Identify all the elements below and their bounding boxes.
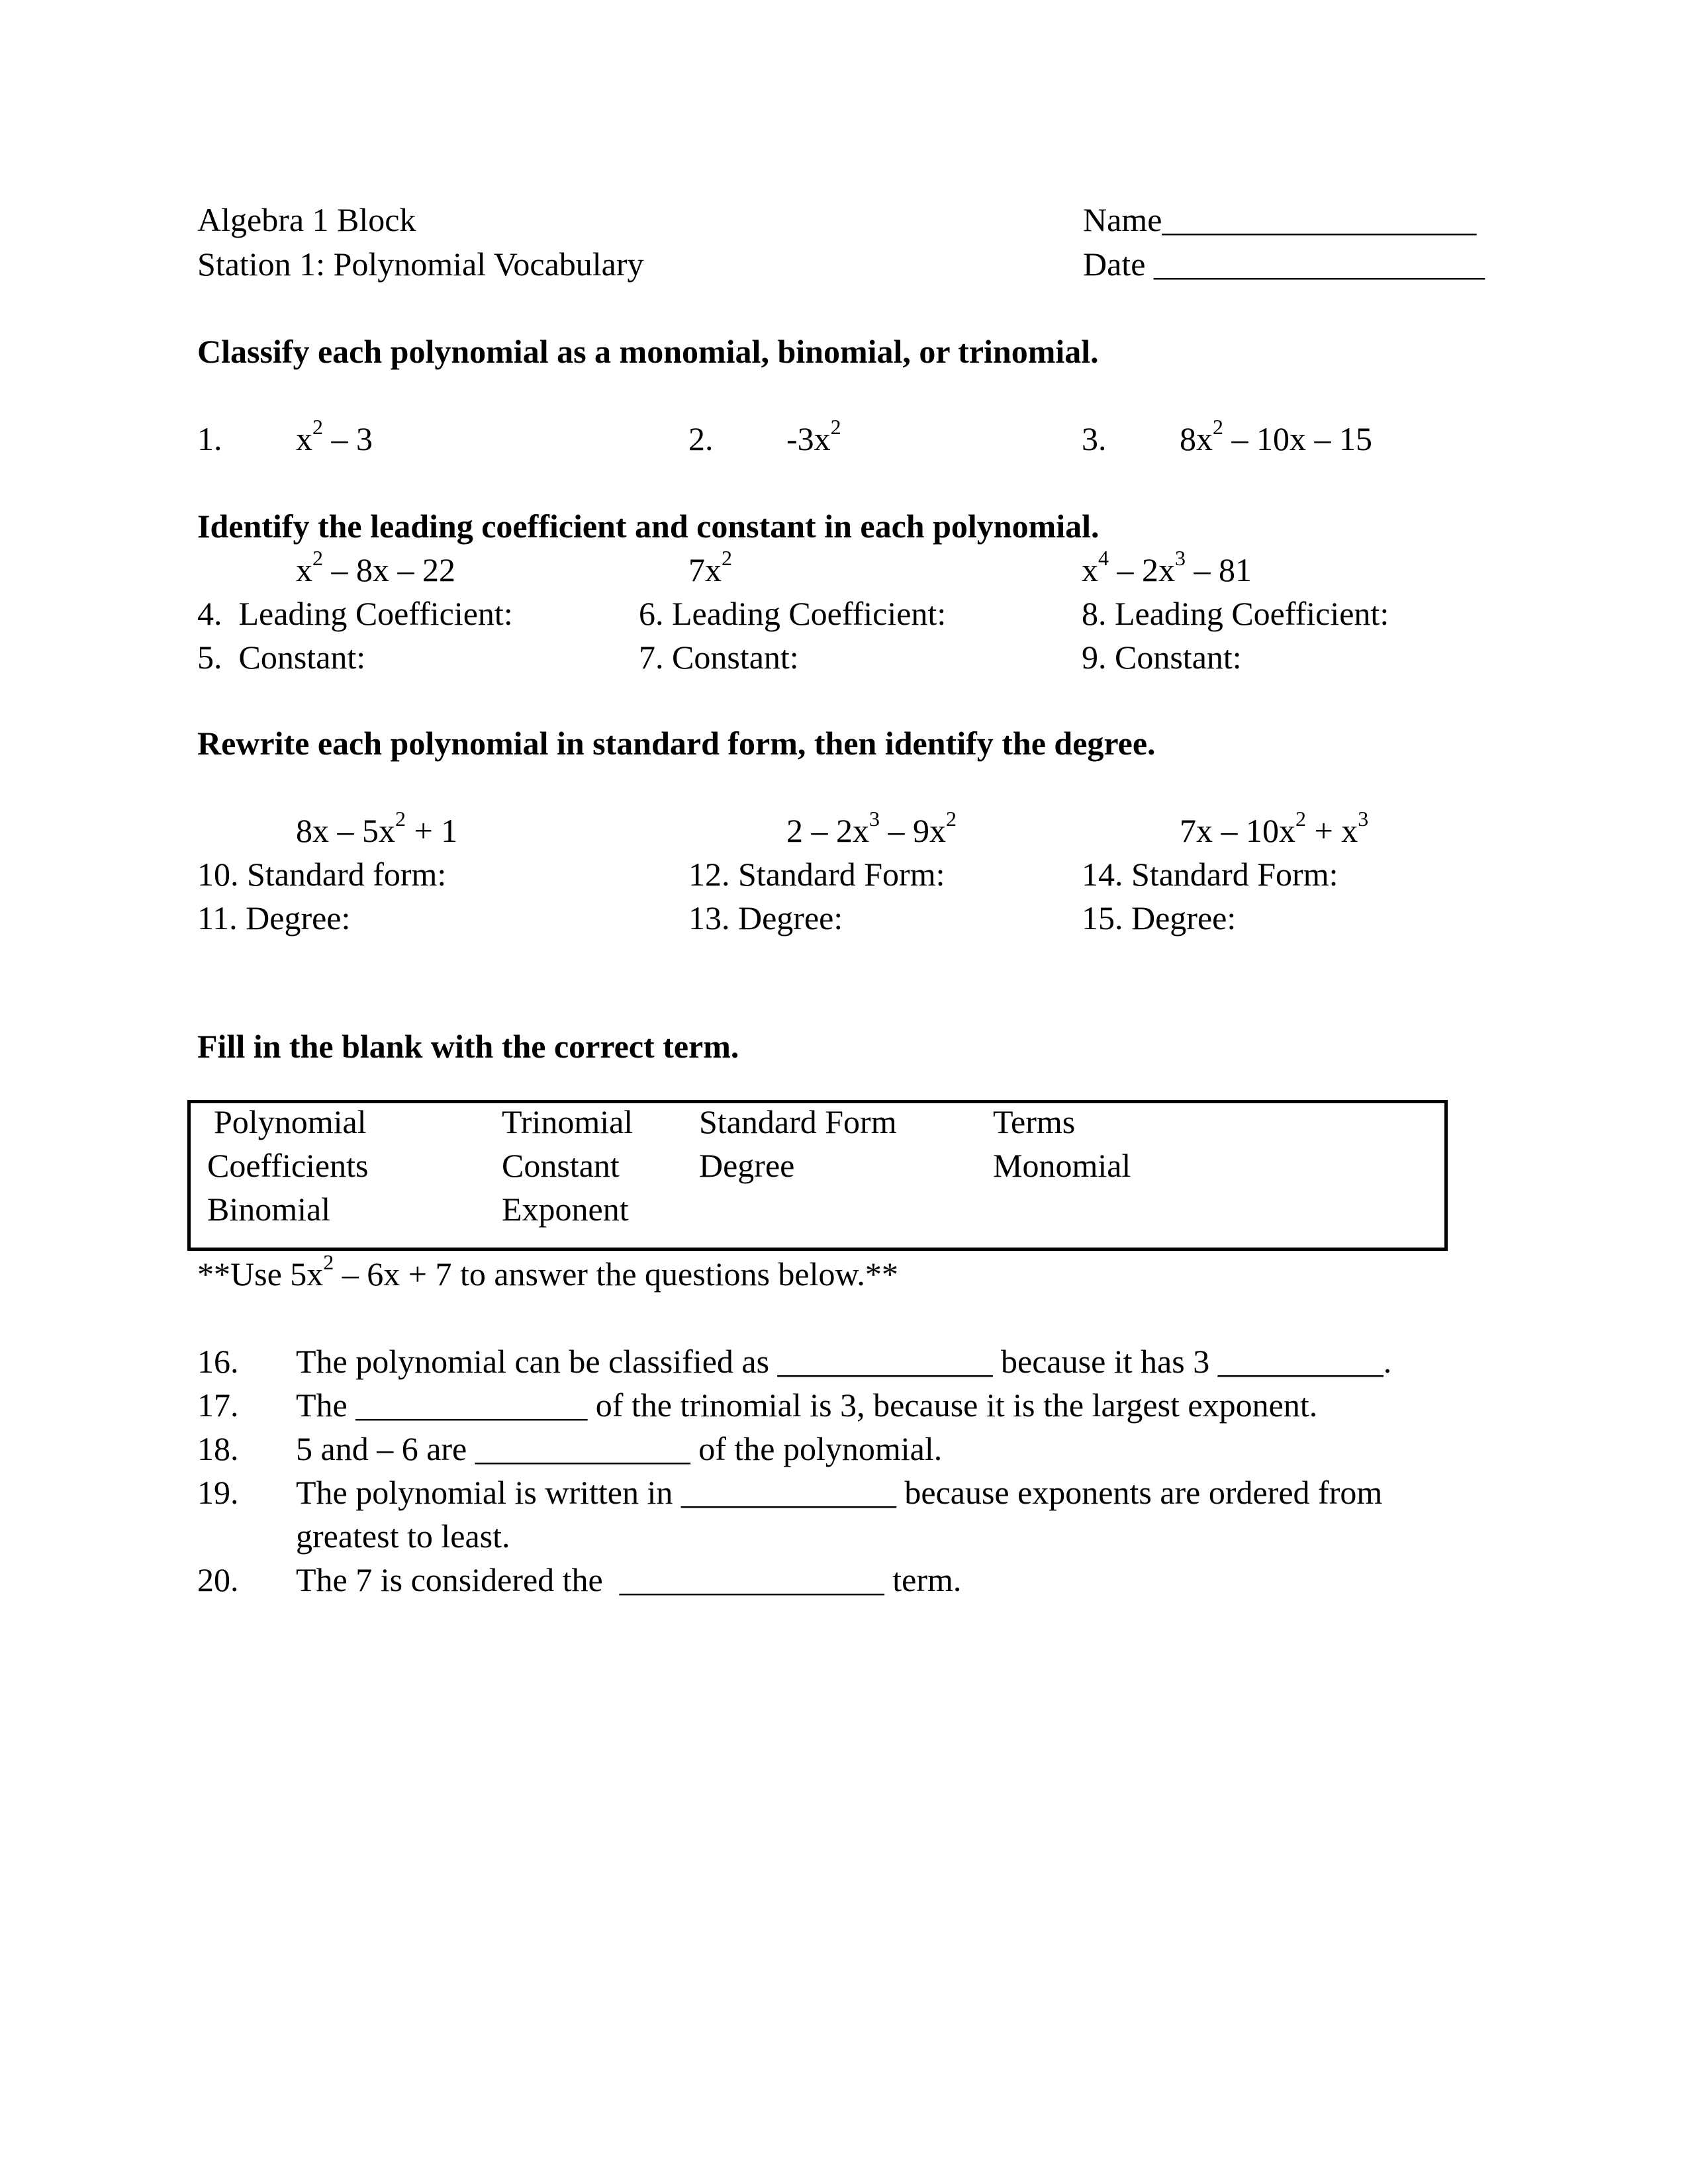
polynomial-expression: $x^2 - 3$ [296, 415, 373, 457]
question-19-continuation: greatest to least. [296, 1518, 510, 1555]
polynomial-expression: $8x - 5x^2 + 1$ [296, 807, 458, 849]
polynomial-expression: $2 - 2x^3 - 9x^2$ [786, 807, 957, 849]
standard-form-prompt: 12. Standard Form: [688, 856, 945, 893]
question-19: The polynomial is written in _____________ because exponents are ordered from [296, 1474, 1383, 1511]
name-field[interactable] [1083, 203, 1476, 236]
date-field[interactable] [1083, 248, 1485, 281]
polynomial-expression: $8x^2 - 10x - 15$ [1180, 415, 1372, 457]
word-bank-term: Polynomial [214, 1103, 367, 1140]
word-bank-term: Standard Form [699, 1103, 897, 1140]
station-title: Station 1: Polynomial Vocabulary [197, 246, 644, 283]
constant-prompt: 5. Constant: [197, 639, 366, 676]
answer-blank[interactable]: _____________ [475, 1430, 690, 1467]
question-number: 16. [197, 1343, 239, 1380]
leading-coefficient-prompt: 6. Leading Coefficient: [639, 595, 947, 632]
question-number: 1. [197, 420, 222, 457]
question-number: 3. [1082, 420, 1107, 457]
answer-blank[interactable]: __________ [1217, 1343, 1383, 1380]
question-17: The ______________ of the trinomial is 3, because it is the largest exponent. [296, 1387, 1318, 1424]
word-bank-term: Terms [993, 1103, 1076, 1140]
answer-blank[interactable]: ______________ [355, 1387, 588, 1424]
word-bank-term: Binomial [207, 1191, 331, 1228]
word-bank-term: Degree [699, 1147, 795, 1184]
polynomial-expression: $x^2 - 8x - 22$ [296, 546, 455, 588]
polynomial-expression: $-3x^2$ [786, 415, 841, 457]
degree-prompt: 15. Degree: [1082, 899, 1237, 936]
section-heading-rewrite: Rewrite each polynomial in standard form, then identify the degree. [197, 725, 1156, 762]
word-bank-term: Exponent [502, 1191, 629, 1228]
word-bank-term: Trinomial [502, 1103, 633, 1140]
degree-prompt: 11. Degree: [197, 899, 351, 936]
question-18: 5 and – 6 are _____________ of the polynomial. [296, 1430, 943, 1467]
section-heading-identify: Identify the leading coefficient and constant in each polynomial. [197, 508, 1100, 545]
answer-blank[interactable]: _____________ [777, 1343, 993, 1380]
standard-form-prompt: 10. Standard form: [197, 856, 447, 893]
question-number: 19. [197, 1474, 239, 1511]
polynomial-expression: $7x^2$ [688, 546, 732, 588]
date-blank[interactable]: ____________________ [1153, 246, 1485, 283]
leading-coefficient-prompt: 4. Leading Coefficient: [197, 595, 513, 632]
instruction-note: **Use $5x^2 - 6x + 7$ to answer the questions below.** [197, 1250, 898, 1293]
answer-blank[interactable]: _____________ [680, 1474, 896, 1511]
polynomial-expression: $x^4 - 2x^3 - 81$ [1082, 546, 1252, 588]
question-number: 2. [688, 420, 714, 457]
leading-coefficient-prompt: 8. Leading Coefficient: [1082, 595, 1389, 632]
word-bank-term: Monomial [993, 1147, 1131, 1184]
question-number: 18. [197, 1430, 239, 1467]
name-label: Name [1083, 201, 1162, 238]
word-bank-term: Constant [502, 1147, 620, 1184]
question-20: The 7 is considered the ________________ term. [296, 1561, 962, 1598]
word-bank-term: Coefficients [207, 1147, 369, 1184]
constant-prompt: 7. Constant: [639, 639, 799, 676]
section-heading-classify: Classify each polynomial as a monomial, binomial, or trinomial. [197, 333, 1099, 370]
polynomial-expression: $7x - 10x^2 + x^3$ [1180, 807, 1369, 849]
name-blank[interactable]: ___________________ [1162, 201, 1477, 238]
question-number: 20. [197, 1561, 239, 1598]
question-16: The polynomial can be classified as _____________ because it has 3 __________. [296, 1343, 1392, 1380]
course-title: Algebra 1 Block [197, 201, 416, 238]
date-label: Date [1083, 246, 1154, 283]
section-heading-fill-blank: Fill in the blank with the correct term. [197, 1028, 739, 1065]
answer-blank[interactable]: ________________ [619, 1561, 884, 1598]
degree-prompt: 13. Degree: [688, 899, 843, 936]
question-number: 17. [197, 1387, 239, 1424]
standard-form-prompt: 14. Standard Form: [1082, 856, 1338, 893]
constant-prompt: 9. Constant: [1082, 639, 1242, 676]
